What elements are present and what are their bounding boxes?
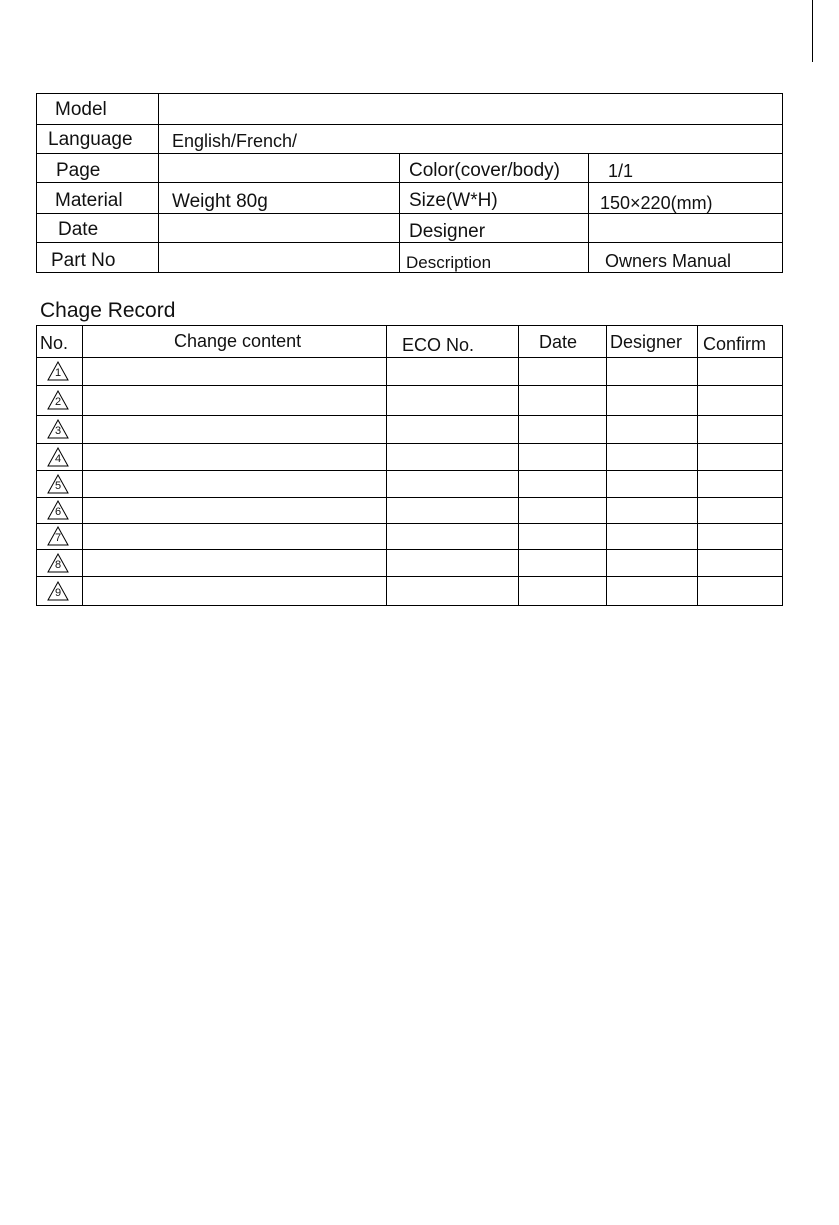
divider xyxy=(37,124,782,125)
part-no-label: Part No xyxy=(51,250,116,271)
size-label: Size(W*H) xyxy=(409,190,498,211)
divider xyxy=(697,326,698,605)
date-label: Date xyxy=(58,219,99,240)
revision-triangle-icon xyxy=(47,390,69,410)
row-divider xyxy=(37,470,782,471)
color-label: Color(cover/body) xyxy=(409,160,560,181)
revision-number: 6 xyxy=(54,506,62,518)
revision-number: 5 xyxy=(54,480,62,492)
page-edge-line xyxy=(812,0,813,62)
revision-number: 7 xyxy=(54,532,62,544)
color-value: 1/1 xyxy=(608,161,634,181)
description-label: Description xyxy=(406,253,492,272)
divider xyxy=(158,94,159,272)
divider xyxy=(37,153,782,154)
revision-triangle-icon xyxy=(47,361,69,381)
revision-triangle-icon xyxy=(47,553,69,573)
row-divider xyxy=(37,576,782,577)
divider xyxy=(37,182,782,183)
model-label: Model xyxy=(55,99,107,120)
row-divider xyxy=(37,549,782,550)
revision-triangle-icon xyxy=(47,419,69,439)
size-value: 150×220(mm) xyxy=(600,193,713,213)
revision-number: 2 xyxy=(54,396,62,408)
header-change-content: Change content xyxy=(174,331,302,351)
material-label: Material xyxy=(55,190,123,211)
divider xyxy=(37,242,782,243)
divider xyxy=(399,153,400,272)
spec-table xyxy=(36,93,783,273)
revision-number: 1 xyxy=(54,367,62,379)
change-record-table xyxy=(36,325,783,606)
language-value: English/French/ xyxy=(172,131,298,151)
header-designer: Designer xyxy=(610,332,683,352)
designer-label: Designer xyxy=(409,221,486,242)
row-divider xyxy=(37,415,782,416)
revision-number: 3 xyxy=(54,425,62,437)
material-value: Weight 80g xyxy=(172,191,268,212)
divider xyxy=(588,153,589,272)
divider xyxy=(37,213,782,214)
header-eco-no: ECO No. xyxy=(402,335,475,355)
header-no: No. xyxy=(40,333,69,353)
divider xyxy=(82,326,83,605)
page-label: Page xyxy=(56,160,101,181)
row-divider xyxy=(37,385,782,386)
description-value: Owners Manual xyxy=(605,251,732,271)
row-divider xyxy=(37,497,782,498)
revision-number: 8 xyxy=(54,559,62,571)
divider xyxy=(386,326,387,605)
revision-triangle-icon xyxy=(47,474,69,494)
divider xyxy=(606,326,607,605)
revision-triangle-icon xyxy=(47,500,69,520)
change-record-title: Chage Record xyxy=(40,299,176,322)
divider xyxy=(518,326,519,605)
language-label: Language xyxy=(48,129,133,150)
row-divider xyxy=(37,357,782,358)
revision-triangle-icon xyxy=(47,581,69,601)
revision-triangle-icon xyxy=(47,526,69,546)
row-divider xyxy=(37,523,782,524)
header-confirm: Confirm xyxy=(703,334,767,354)
revision-number: 9 xyxy=(54,587,62,599)
revision-triangle-icon xyxy=(47,447,69,467)
revision-number: 4 xyxy=(54,453,62,465)
header-date: Date xyxy=(539,332,578,352)
row-divider xyxy=(37,443,782,444)
